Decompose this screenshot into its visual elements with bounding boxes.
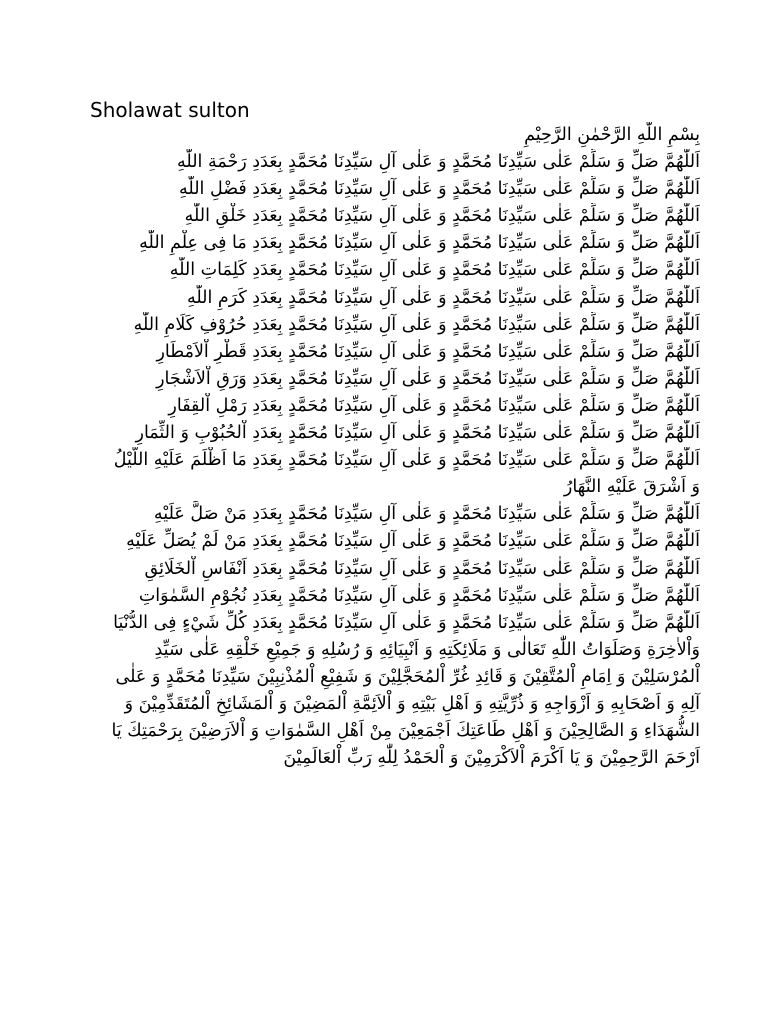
sholawat-line-4: اَللّٰهُمَّ صَلِّ وَ سَلِّمْ عَلٰى سَيِّدِنَا مُحَمَّدٍ وَ عَلٰى آلِ سَيِّدِنَا مُحَمَّدٍ بِعَدَدِ مَا فِى عِلْمِ اللّٰهِ [139, 233, 700, 254]
sholawat-line-15: اَللّٰهُمَّ صَلِّ وَ سَلِّمْ عَلٰى سَيِّدِنَا مُحَمَّدٍ وَ عَلٰى آلِ سَيِّدِنَا مُحَمَّدٍ بِعَدَدِ اَنْفَاسِ اْلخَلَائِقِ [144, 558, 700, 579]
sholawat-line-2: اَللّٰهُمَّ صَلِّ وَ سَلِّمْ عَلٰى سَيِّدِنَا مُحَمَّدٍ وَ عَلٰى آلِ سَيِّدِنَا مُحَمَّدٍ بِعَدَدِ فَضْلِ اللّٰهِ [179, 179, 700, 200]
sholawat-line-16: اَللّٰهُمَّ صَلِّ وَ سَلِّمْ عَلٰى سَيِّدِنَا مُحَمَّدٍ وَ عَلٰى آلِ سَيِّدِنَا مُحَمَّدٍ بِعَدَدِ نُجُوْمِ السَّمٰوَاتِ [138, 585, 700, 606]
sholawat-line-12-continuation: وَ اَشْرَقَ عَلَيْهِ النَّهَارُ [563, 477, 700, 498]
sholawat-line-3: اَللّٰهُمَّ صَلِّ وَ سَلِّمْ عَلٰى سَيِّدِنَا مُحَمَّدٍ وَ عَلٰى آلِ سَيِّدِنَا مُحَمَّدٍ بِعَدَدِ خَلْقِ اللّٰهِ [184, 206, 700, 227]
sholawat-line-8: اَللّٰهُمَّ صَلِّ وَ سَلِّمْ عَلٰى سَيِّدِنَا مُحَمَّدٍ وَ عَلٰى آلِ سَيِّدِنَا مُحَمَّدٍ بِعَدَدِ قَطْرِ اْلاَمْطَارِ [156, 341, 700, 362]
basmalah-line: بِسْمِ اللّٰهِ الرَّحْمٰنِ الرَّحِيْمِ [524, 125, 700, 145]
sholawat-line-7: اَللّٰهُمَّ صَلِّ وَ سَلِّمْ عَلٰى سَيِّدِنَا مُحَمَّدٍ وَ عَلٰى آلِ سَيِّدِنَا مُحَمَّدٍ بِعَدَدِ حُرُوْفِ كَلَامِ اللّٰهِ [133, 314, 700, 335]
document-title: Sholawat sulton [90, 98, 250, 122]
sholawat-line-11: اَللّٰهُمَّ صَلِّ وَ سَلِّمْ عَلٰى سَيِّدِنَا مُحَمَّدٍ وَ عَلٰى آلِ سَيِّدِنَا مُحَمَّدٍ بِعَدَدِ اْلحُبُوْبِ وَ الثِّمَارِ [135, 423, 700, 444]
sholawat-line-1: اَللّٰهُمَّ صَلِّ وَ سَلِّمْ عَلٰى سَيِّدِنَا مُحَمَّدٍ وَ عَلٰى آلِ سَيِّدِنَا مُحَمَّدٍ بِعَدَدِ رَحْمَةِ اللّٰهِ [177, 152, 700, 173]
sholawat-line-5: اَللّٰهُمَّ صَلِّ وَ سَلِّمْ عَلٰى سَيِّدِنَا مُحَمَّدٍ وَ عَلٰى آلِ سَيِّدِنَا مُحَمَّدٍ بِعَدَدِ كَلِمَاتِ اللّٰهِ [169, 260, 700, 281]
sholawat-line-10: اَللّٰهُمَّ صَلِّ وَ سَلِّمْ عَلٰى سَيِّدِنَا مُحَمَّدٍ وَ عَلٰى آلِ سَيِّدِنَا مُحَمَّدٍ بِعَدَدِ رَمْلِ اْلقِفَارِ [168, 395, 700, 416]
closing-paragraph: وَاْلاٰخِرَةِ وَصَلَوَاتُ اللّٰهِ تَعَالٰى وَ مَلَائِكَتِهِ وَ اَنْبِيَائِهِ وَ رُسُلِهِ وَ جَمِيْعِ خَلْقِهِ عَلٰى سَيِّدِ اْلمُرْسَلِيْنَ وَ اِمَامِ اْلمُتَّقِيْنَ وَ قَائِدِ غُرِّ اْلمُحَجَّلِيْنَ وَ شَفِيْعِ اْلمُذْنِبِيْنَ سَيِّدِنَا مُحَمَّدٍ وَ عَلٰى آلِهِ وَ اَصْحَابِهِ وَ اَزْوَاجِهِ وَ ذُرِّيَّتِهِ وَ اَهْلِ بَيْتِهِ وَ اْلاَئِمَّةِ اْلمَضِيْنَ وَ اْلمَشَائِخِ اْلمُتَقَدِّمِيْنَ وَ الشُّهَدَاءِ وَ الصَّالِحِيْنَ وَ اَهْلِ طَاعَتِكَ اَجْمَعِيْنَ مِنْ اَهْلِ السَّمٰوَاتِ وَ اْلاَرَضِيْنَ بِرَحْمَتِكَ يَا اَرْحَمَ الرَّحِمِيْنَ وَ يَا اَكْرَمَ اْلاَكْرَمِيْنَ وَ اْلحَمْدُ لِلّٰهِ رَبِّ اْلعَالَمِيْنَ [111, 639, 700, 769]
arabic-text-body [96, 122, 700, 772]
sholawat-line-13: اَللّٰهُمَّ صَلِّ وَ سَلِّمْ عَلٰى سَيِّدِنَا مُحَمَّدٍ وَ عَلٰى آلِ سَيِّدِنَا مُحَمَّدٍ بِعَدَدِ مَنْ صَلَّ عَلَيْهِ [153, 504, 700, 525]
sholawat-line-14: اَللّٰهُمَّ صَلِّ وَ سَلِّمْ عَلٰى سَيِّدِنَا مُحَمَّدٍ وَ عَلٰى آلِ سَيِّدِنَا مُحَمَّدٍ بِعَدَدِ مَنْ لَمْ يُصَلِّ عَلَيْهِ [126, 531, 700, 552]
sholawat-line-6: اَللّٰهُمَّ صَلِّ وَ سَلِّمْ عَلٰى سَيِّدِنَا مُحَمَّدٍ وَ عَلٰى آلِ سَيِّدِنَا مُحَمَّدٍ بِعَدَدِ كَرَمِ اللّٰهِ [186, 287, 700, 308]
sholawat-line-17: اَللّٰهُمَّ صَلِّ وَ سَلِّمْ عَلٰى سَيِّدِنَا مُحَمَّدٍ وَ عَلٰى آلِ سَيِّدِنَا مُحَمَّدٍ بِعَدَدِ كُلِّ شَيْءٍ فِى الدُّنْيَا [113, 612, 700, 633]
sholawat-line-12: اَللّٰهُمَّ صَلِّ وَ سَلِّمْ عَلٰى سَيِّدِنَا مُحَمَّدٍ وَ عَلٰى آلِ سَيِّدِنَا مُحَمَّدٍ بِعَدَدِ مَا اَظْلَمَ عَلَيْهِ اللَّيْلُ [113, 450, 700, 471]
sholawat-line-9: اَللّٰهُمَّ صَلِّ وَ سَلِّمْ عَلٰى سَيِّدِنَا مُحَمَّدٍ وَ عَلٰى آلِ سَيِّدِنَا مُحَمَّدٍ بِعَدَدِ وَرَقِ اْلاَشْجَارِ [156, 368, 700, 389]
